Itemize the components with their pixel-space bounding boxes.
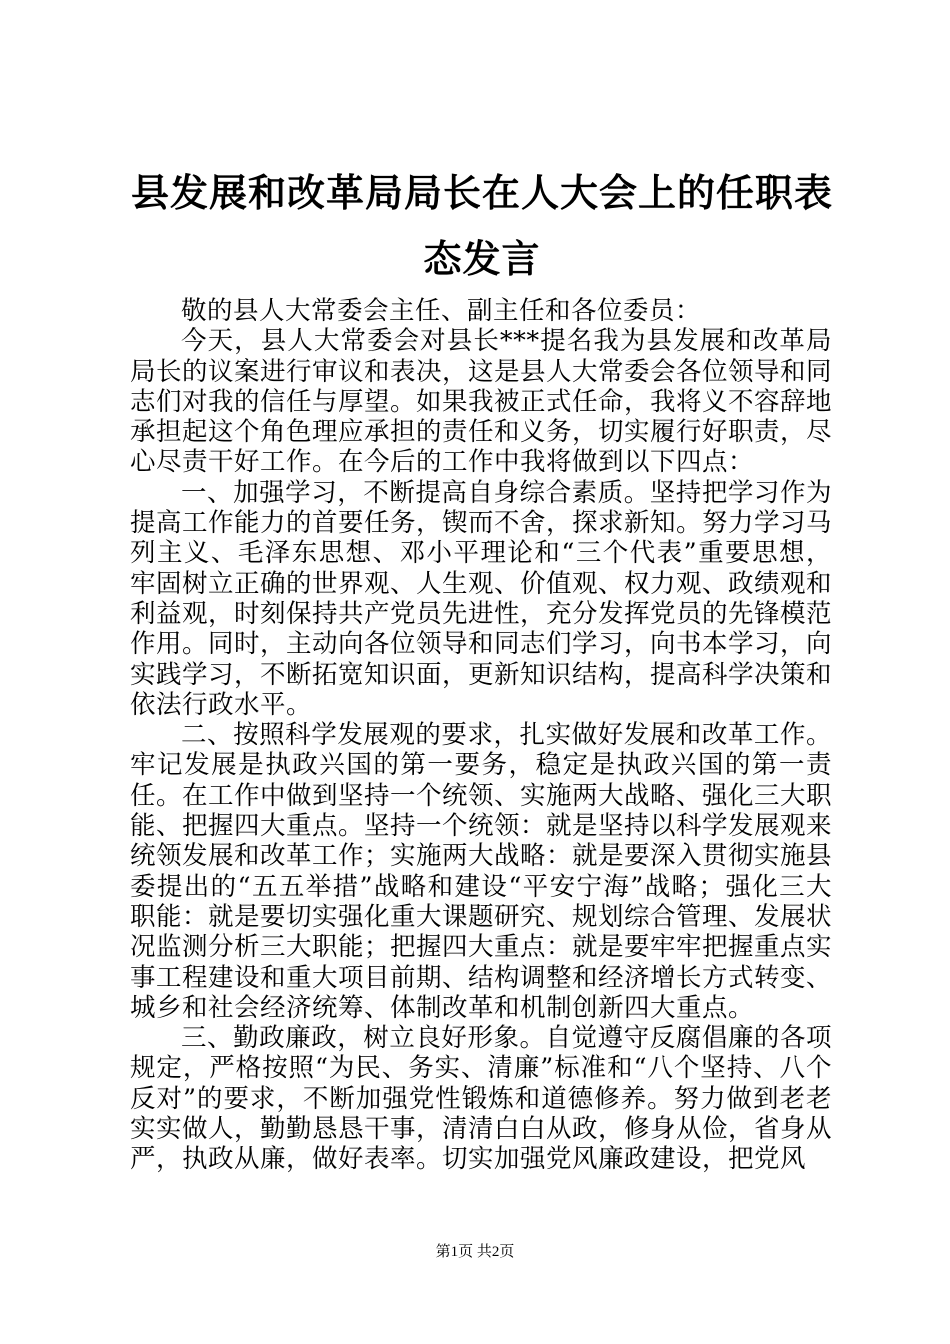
document-body — [130, 296, 832, 1175]
paragraph-point-3: 三、勤政廉政，树立良好形象。自觉遵守反腐倡廉的各项规定，严格按照“为民、务实、清廉”标准和“八个坚持、八个反对”的要求，不断加强党性锻炼和道德修养。努力做到老老实实做人，勤勤恳恳干事，清清白白从政，修身从俭，省身从严，执政从廉，做好表率。切实加强党风廉政建设，把党风 — [130, 1023, 833, 1175]
salutation: 敬的县人大常委会主任、副主任和各位委员： — [181, 296, 702, 326]
paragraph-point-1: 一、加强学习，不断提高自身综合素质。坚持把学习作为提高工作能力的首要任务，锲而不舍，探求新知。努力学习马列主义、毛泽东思想、邓小平理论和“三个代表”重要思想，牢固树立正确的世界观、人生观、价值观、权力观、政绩观和利益观，时刻保持共产党员先进性，充分发挥党员的先锋模范作用。同时，主动向各位领导和同志们学习，向书本学习，向实践学习，不断拓宽知识面，更新知识结构，提高科学决策和依法行政水平。 — [130, 477, 833, 720]
page-number-footer: 第1页 共2页 — [435, 1244, 515, 1260]
document-title: 县发展和改革局局长在人大会上的任职表态发言 — [130, 170, 833, 281]
paragraph-intro: 今天，县人大常委会对县长***提名我为县发展和改革局局长的议案进行审议和表决，这是县人大常委会各位领导和同志们对我的信任与厚望。如果我被正式任命，我将义不容辞地承担起这个角色理应承担的责任和义务，切实履行好职责，尽心尽责干好工作。在今后的工作中我将做到以下四点： — [130, 326, 833, 478]
paragraph-point-2: 二、按照科学发展观的要求，扎实做好发展和改革工作。牢记发展是执政兴国的第一要务，稳定是执政兴国的第一责任。在工作中做到坚持一个统领、实施两大战略、强化三大职能、把握四大重点。坚持一个统领：就是坚持以科学发展观来统领发展和改革工作；实施两大战略：就是要深入贯彻实施县委提出的“五五举措”战略和建设“平安宁海”战略；强化三大职能：就是要切实强化重大课题研究、规划综合管理、发展状况监测分析三大职能；把握四大重点：就是要牢牢把握重点实事工程建设和重大项目前期、结构调整和经济增长方式转变、城乡和社会经济统筹、体制改革和机制创新四大重点。 — [130, 720, 833, 1023]
